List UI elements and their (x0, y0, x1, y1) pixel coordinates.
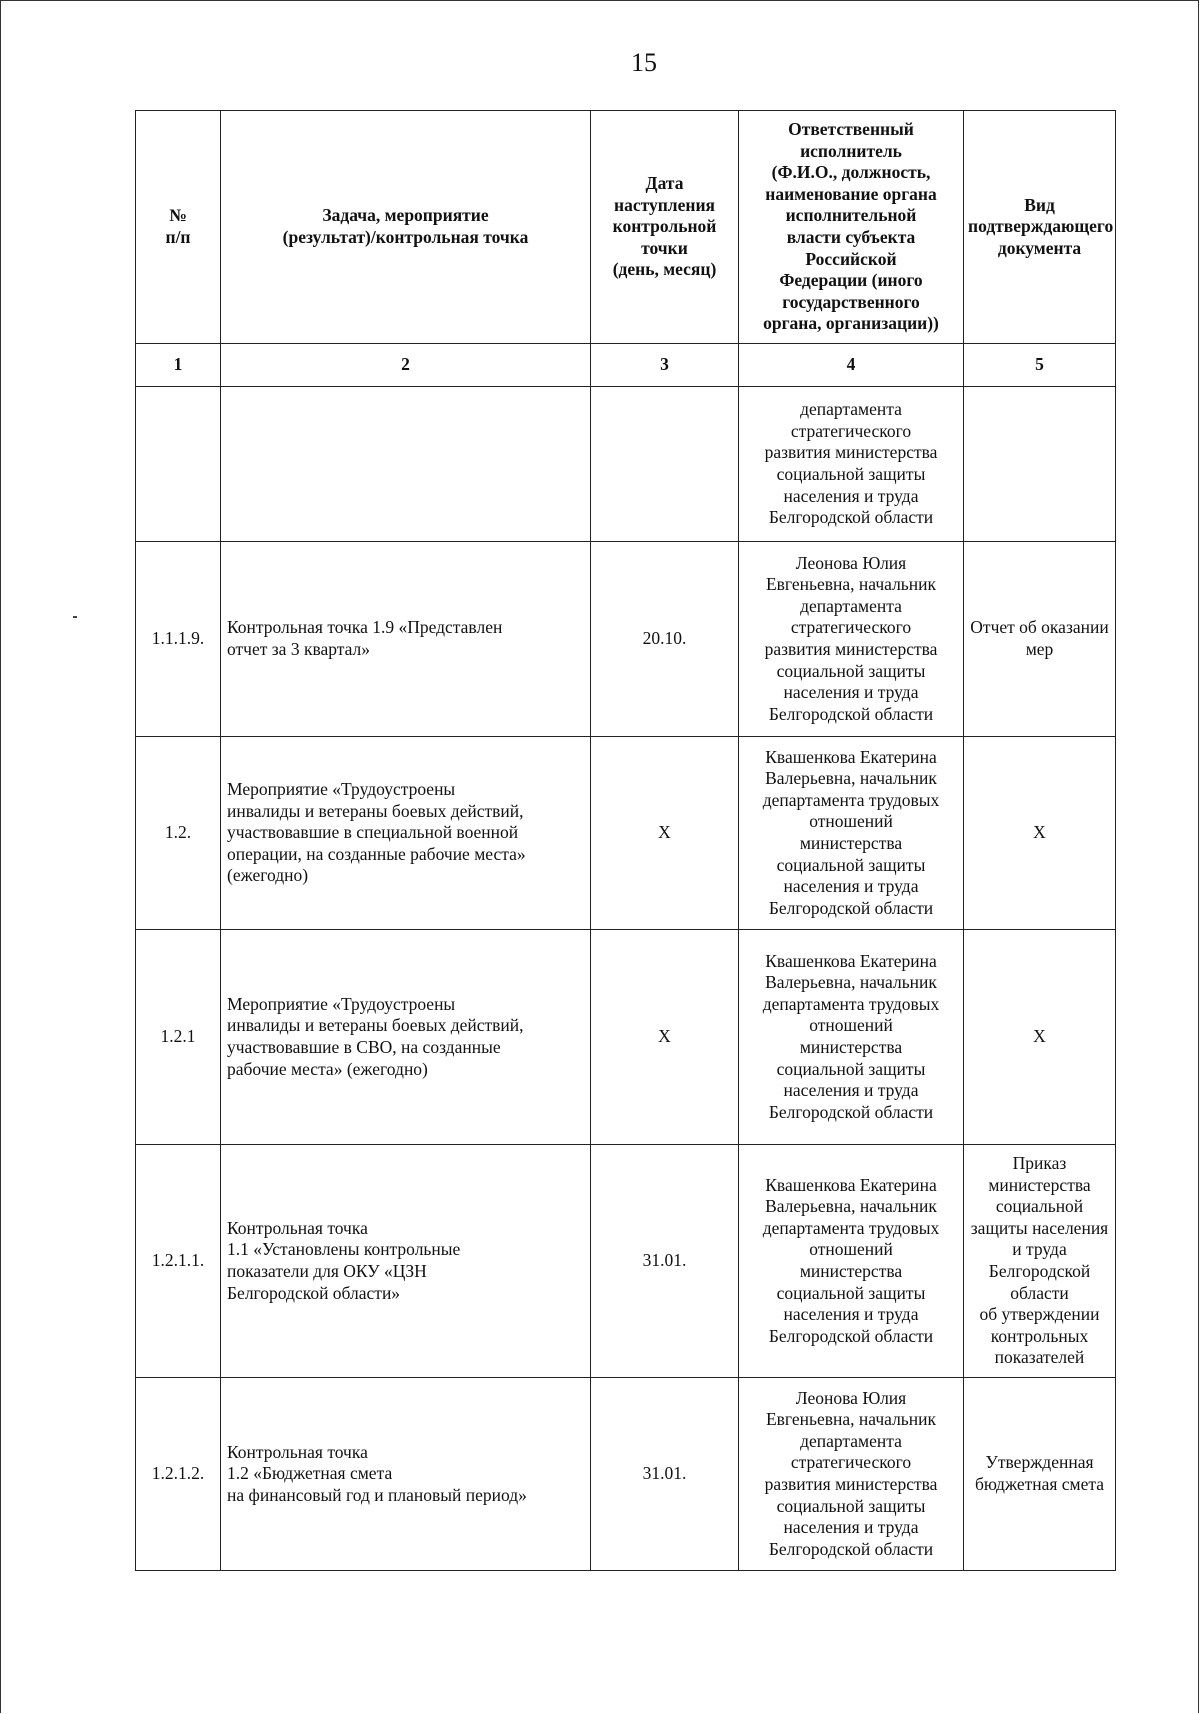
column-number: 4 (739, 344, 964, 387)
cell-responsible: Квашенкова Екатерина Валерьевна, начальник департамента трудовых отношений министерства социальной защиты населения и труда Белгородской области (739, 737, 964, 930)
cell-date: X (591, 737, 739, 930)
cell-task: Контрольная точка 1.9 «Представлен отчет за 3 квартал» (221, 542, 591, 737)
table-row (136, 930, 1116, 1145)
table-row (136, 387, 1116, 542)
cell-responsible: Квашенкова Екатерина Валерьевна, начальник департамента трудовых отношений министерства социальной защиты населения и труда Белгородской области (739, 1145, 964, 1378)
column-number: 3 (591, 344, 739, 387)
header-row (136, 111, 1116, 344)
cell-num: 1.2.1 (136, 930, 221, 1145)
cell-date: 31.01. (591, 1145, 739, 1378)
cell-responsible: Квашенкова Екатерина Валерьевна, начальник департамента трудовых отношений министерства социальной защиты населения и труда Белгородской области (739, 930, 964, 1145)
header-task: Задача, мероприятие (результат)/контрольная точка (221, 111, 591, 344)
table-row (136, 542, 1116, 737)
cell-document: Приказ министерства социальной защиты населения и труда Белгородской области об утверждении контрольных показателей (964, 1145, 1116, 1378)
cell-document: X (964, 737, 1116, 930)
cell-task: Мероприятие «Трудоустроены инвалиды и ветераны боевых действий, участвовавшие в СВО, на созданные рабочие места» (ежегодно) (221, 930, 591, 1145)
column-number-row (136, 344, 1116, 387)
cell-document: Отчет об оказании мер (964, 542, 1116, 737)
cell-num: 1.2.1.2. (136, 1378, 221, 1571)
header-responsible: Ответственный исполнитель (Ф.И.О., должность, наименование органа исполнительной власти субъекта Российской Федерации (иного государственного органа, организации)) (739, 111, 964, 344)
cell-document: Утвержденная бюджетная смета (964, 1378, 1116, 1571)
cell-responsible: Леонова Юлия Евгеньевна, начальник департамента стратегического развития министерства социальной защиты населения и труда Белгородской области (739, 542, 964, 737)
cell-responsible: Леонова Юлия Евгеньевна, начальник департамента стратегического развития министерства социальной защиты населения и труда Белгородской области (739, 1378, 964, 1571)
header-document: Вид подтверждающего документа (964, 111, 1116, 344)
plan-table (135, 110, 1116, 1571)
cell-task: Контрольная точка 1.2 «Бюджетная смета на финансовый год и плановый период» (221, 1378, 591, 1571)
table-row (136, 1145, 1116, 1378)
cell-responsible: департамента стратегического развития министерства социальной защиты населения и труда Белгородской области (739, 387, 964, 542)
scan-mark (73, 616, 77, 618)
column-number: 2 (221, 344, 591, 387)
cell-num: 1.2.1.1. (136, 1145, 221, 1378)
column-number: 1 (136, 344, 221, 387)
cell-date: X (591, 930, 739, 1145)
cell-document (964, 387, 1116, 542)
table-row (136, 737, 1116, 930)
cell-task (221, 387, 591, 542)
cell-task: Контрольная точка 1.1 «Установлены контрольные показатели для ОКУ «ЦЗН Белгородской области» (221, 1145, 591, 1378)
cell-date: 31.01. (591, 1378, 739, 1571)
cell-task: Мероприятие «Трудоустроены инвалиды и ветераны боевых действий, участвовавшие в специальной военной операции, на созданные рабочие места» (ежегодно) (221, 737, 591, 930)
table-row (136, 1378, 1116, 1571)
cell-document: X (964, 930, 1116, 1145)
cell-num: 1.1.1.9. (136, 542, 221, 737)
page-number: 15 (631, 48, 657, 77)
cell-num (136, 387, 221, 542)
header-date: Дата наступления контрольной точки (день, месяц) (591, 111, 739, 344)
cell-date: 20.10. (591, 542, 739, 737)
cell-date (591, 387, 739, 542)
column-number: 5 (964, 344, 1116, 387)
header-num: № п/п (136, 111, 221, 344)
cell-num: 1.2. (136, 737, 221, 930)
